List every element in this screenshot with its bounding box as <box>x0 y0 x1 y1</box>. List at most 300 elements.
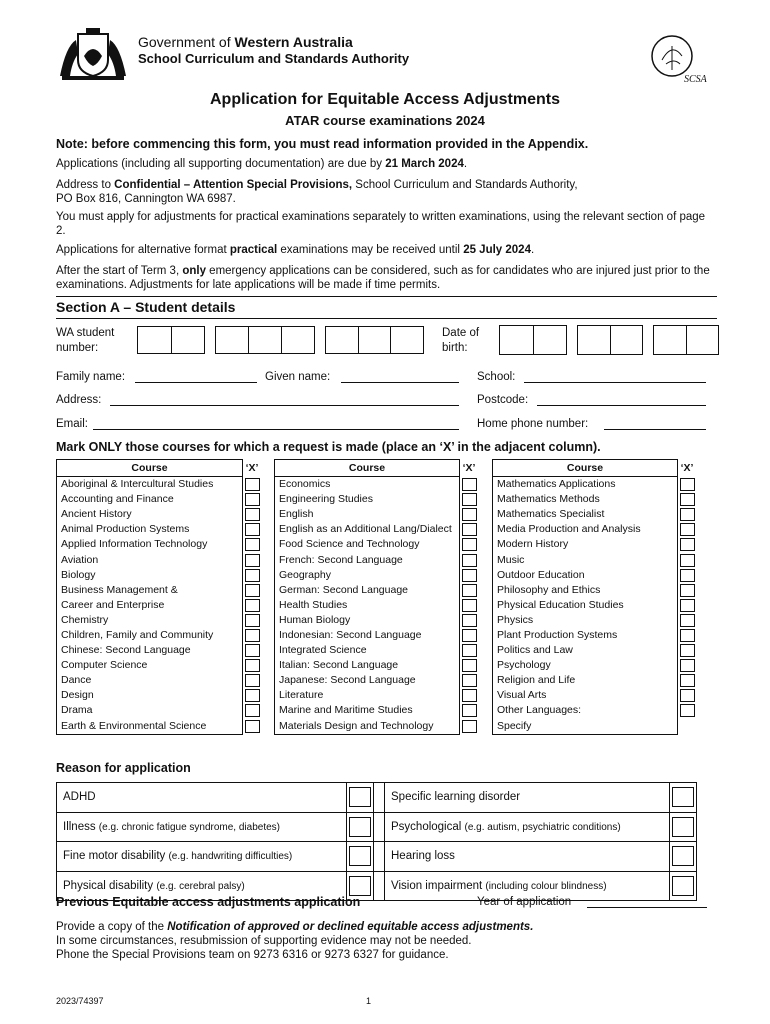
course-x-cell <box>678 673 697 688</box>
course-row <box>493 492 697 507</box>
course-row <box>57 673 262 688</box>
section-rule-bottom <box>56 318 717 319</box>
course-row <box>275 583 479 598</box>
course-name: Integrated Science <box>275 643 460 658</box>
course-checkbox[interactable] <box>680 584 695 597</box>
reason-row <box>57 842 697 872</box>
course-x-cell <box>678 507 697 522</box>
course-row <box>493 703 697 718</box>
course-checkbox[interactable] <box>462 720 477 733</box>
course-x-cell <box>243 492 262 507</box>
course-x-cell <box>678 522 697 537</box>
reason-right-box-cell <box>670 783 697 813</box>
reason-right-box-cell <box>670 842 697 872</box>
scsa-logo <box>648 32 710 86</box>
course-row <box>275 658 479 673</box>
course-checkbox[interactable] <box>680 538 695 551</box>
reason-label: Physical disability <box>63 879 157 892</box>
reason-checkbox[interactable] <box>349 787 371 807</box>
course-checkbox[interactable] <box>680 493 695 506</box>
course-row <box>275 613 479 628</box>
page-number: 1 <box>366 996 372 1006</box>
course-row <box>275 688 479 703</box>
course-name: Music <box>493 552 678 567</box>
reason-left-label <box>57 783 347 813</box>
course-name: Plant Production Systems <box>493 628 678 643</box>
course-row <box>275 673 479 688</box>
reason-row <box>57 783 697 813</box>
courses-table-1 <box>56 459 262 735</box>
course-checkbox[interactable] <box>680 569 695 582</box>
reason-label: Hearing loss <box>391 850 455 863</box>
course-row <box>493 613 697 628</box>
course-checkbox[interactable] <box>680 614 695 627</box>
course-checkbox[interactable] <box>462 508 477 521</box>
course-checkbox[interactable] <box>245 720 260 733</box>
course-row <box>57 552 262 567</box>
course-name: Chemistry <box>57 613 243 628</box>
course-name: Business Management & <box>57 583 243 598</box>
course-row <box>493 583 697 598</box>
alt-format-paragraph: Applications for alternative format practical examinations may be received until 25 July 2024. <box>56 244 535 256</box>
course-row <box>493 719 697 735</box>
reason-spacer <box>374 871 385 901</box>
course-checkbox[interactable] <box>462 478 477 491</box>
course-row <box>57 688 262 703</box>
practical-paragraph: You must apply for adjustments for practical examinations separately to written examinations, using the relevant section of page 2. <box>56 211 706 237</box>
course-name: Physical Education Studies <box>493 598 678 613</box>
course-name: Earth & Environmental Science <box>57 719 243 735</box>
family-name-field[interactable] <box>135 371 257 383</box>
given-name-label: Given name: <box>265 371 331 383</box>
course-row <box>493 522 697 537</box>
course-checkbox[interactable] <box>462 493 477 506</box>
course-row <box>57 568 262 583</box>
dob-day-input[interactable] <box>499 325 567 355</box>
course-row <box>275 552 479 567</box>
course-row <box>57 583 262 598</box>
course-row <box>493 598 697 613</box>
course-row <box>57 492 262 507</box>
postcode-field[interactable] <box>537 394 706 406</box>
course-checkbox[interactable] <box>462 629 477 642</box>
course-row <box>57 537 262 552</box>
course-row <box>493 643 697 658</box>
course-x-cell <box>460 719 479 735</box>
reason-spacer <box>374 842 385 872</box>
reason-row <box>57 812 697 842</box>
course-x-cell <box>460 703 479 718</box>
course-checkbox[interactable] <box>245 614 260 627</box>
course-x-cell <box>678 658 697 673</box>
reason-label: Fine motor disability <box>63 850 169 863</box>
course-x-cell <box>243 613 262 628</box>
course-checkbox[interactable] <box>680 554 695 567</box>
reason-table <box>56 782 697 901</box>
course-name: Geography <box>275 568 460 583</box>
given-name-field[interactable] <box>341 371 459 383</box>
course-row <box>57 658 262 673</box>
course-checkbox[interactable] <box>245 478 260 491</box>
course-row <box>57 703 262 718</box>
course-row <box>275 628 479 643</box>
course-row <box>493 673 697 688</box>
course-name: Drama <box>57 703 243 718</box>
course-checkbox[interactable] <box>680 629 695 642</box>
course-x-cell <box>678 568 697 583</box>
course-name: Accounting and Finance <box>57 492 243 507</box>
course-row <box>275 598 479 613</box>
course-checkbox[interactable] <box>245 508 260 521</box>
course-checkbox[interactable] <box>462 554 477 567</box>
course-x-cell <box>243 537 262 552</box>
course-name: Dance <box>57 673 243 688</box>
dob-month-input[interactable] <box>577 325 643 355</box>
course-x-cell <box>678 537 697 552</box>
org-name-line1: Government of Western Australia <box>138 34 353 50</box>
reason-right-label <box>385 812 670 842</box>
course-name: Modern History <box>493 537 678 552</box>
course-name: Animal Production Systems <box>57 522 243 537</box>
course-x-cell <box>460 492 479 507</box>
reason-left-label <box>57 842 347 872</box>
previous-copy-text: Provide a copy of the Notification of approved or declined equitable access adjustments. <box>56 921 534 933</box>
course-row <box>57 643 262 658</box>
course-x-cell <box>460 537 479 552</box>
course-row <box>493 688 697 703</box>
course-row <box>275 492 479 507</box>
course-row <box>493 507 697 522</box>
course-checkbox[interactable] <box>680 644 695 657</box>
course-x-cell <box>243 628 262 643</box>
course-name: Religion and Life <box>493 673 678 688</box>
course-name: Chinese: Second Language <box>57 643 243 658</box>
previous-application-title: Previous Equitable access adjustments application <box>56 895 361 909</box>
home-phone-field[interactable] <box>604 418 706 430</box>
date-of-birth-label: Date of birth: <box>442 327 480 354</box>
course-x-cell <box>678 492 697 507</box>
course-name: Media Production and Analysis <box>493 522 678 537</box>
section-a-title: Section A – Student details <box>56 299 236 315</box>
x-header: ‘X’ <box>680 461 694 474</box>
reason-example: (e.g. handwriting difficulties) <box>168 851 293 863</box>
student-number-input-3[interactable] <box>325 326 424 354</box>
reason-label: Illness <box>63 820 99 833</box>
course-row <box>275 477 479 493</box>
course-row <box>275 537 479 552</box>
reason-checkbox[interactable] <box>672 846 694 866</box>
course-checkbox[interactable] <box>462 569 477 582</box>
course-header: Course <box>57 460 243 477</box>
course-name: Visual Arts <box>493 688 678 703</box>
course-name: Design <box>57 688 243 703</box>
form-subtitle: ATAR course examinations 2024 <box>285 113 485 128</box>
reason-label: ADHD <box>63 791 96 804</box>
email-label: Email: <box>56 418 88 430</box>
course-row <box>493 658 697 673</box>
reason-right-box-cell <box>670 812 697 842</box>
course-checkbox[interactable] <box>245 554 260 567</box>
course-x-cell <box>678 477 697 493</box>
email-field[interactable] <box>93 418 459 430</box>
reason-spacer <box>374 783 385 813</box>
form-title: Application for Equitable Access Adjustments <box>210 91 560 108</box>
course-x-cell <box>243 719 262 735</box>
course-name: Indonesian: Second Language <box>275 628 460 643</box>
course-checkbox[interactable] <box>462 659 477 672</box>
course-row <box>493 568 697 583</box>
course-name: Physics <box>493 613 678 628</box>
course-checkbox[interactable] <box>680 523 695 536</box>
course-name: Other Languages: <box>493 703 678 718</box>
course-x-cell <box>460 643 479 658</box>
course-name: Aviation <box>57 552 243 567</box>
course-checkbox[interactable] <box>245 538 260 551</box>
course-checkbox[interactable] <box>680 674 695 687</box>
reason-left-box-cell <box>347 842 374 872</box>
course-row <box>275 703 479 718</box>
course-name: Marine and Maritime Studies <box>275 703 460 718</box>
course-checkbox[interactable] <box>245 599 260 612</box>
course-name: Mathematics Applications <box>493 477 678 493</box>
course-name: Philosophy and Ethics <box>493 583 678 598</box>
course-x-cell <box>243 583 262 598</box>
course-name: English as an Additional Lang/Dialect <box>275 522 460 537</box>
reason-example: (including colour blindness) <box>485 880 607 892</box>
course-x-cell <box>460 628 479 643</box>
due-date-paragraph: Applications (including all supporting documentation) are due by 21 March 2024. <box>56 158 468 170</box>
course-x-cell <box>460 507 479 522</box>
reason-left-box-cell <box>347 783 374 813</box>
course-x-cell <box>243 522 262 537</box>
course-row <box>57 613 262 628</box>
course-x-cell <box>678 643 697 658</box>
course-x-cell <box>243 703 262 718</box>
course-checkbox[interactable] <box>462 689 477 702</box>
course-row <box>57 507 262 522</box>
course-checkbox[interactable] <box>462 523 477 536</box>
course-checkbox[interactable] <box>245 629 260 642</box>
logo-text: SCSA <box>684 74 707 85</box>
course-name: Biology <box>57 568 243 583</box>
course-name: Career and Enterprise <box>57 598 243 613</box>
wa-coat-of-arms-logo <box>56 26 130 82</box>
course-name: Specify <box>493 719 678 735</box>
course-name: Psychology <box>493 658 678 673</box>
course-x-cell <box>243 552 262 567</box>
course-checkbox[interactable] <box>245 674 260 687</box>
course-name: Aboriginal & Intercultural Studies <box>57 477 243 493</box>
reason-checkbox[interactable] <box>672 876 694 896</box>
year-of-application-field[interactable] <box>587 896 707 908</box>
course-x-cell <box>460 583 479 598</box>
course-x-cell <box>678 719 697 735</box>
year-of-application-label: Year of application <box>477 896 572 908</box>
reason-title: Reason for application <box>56 761 191 775</box>
course-name: Japanese: Second Language <box>275 673 460 688</box>
reason-checkbox[interactable] <box>349 876 371 896</box>
course-name: Ancient History <box>57 507 243 522</box>
course-x-cell <box>243 477 262 493</box>
course-name: Outdoor Education <box>493 568 678 583</box>
course-x-cell <box>678 598 697 613</box>
course-row <box>275 719 479 735</box>
course-header: Course <box>275 460 460 477</box>
course-name: Materials Design and Technology <box>275 719 460 735</box>
dob-year-input[interactable] <box>653 325 719 355</box>
course-x-cell <box>460 688 479 703</box>
course-row <box>57 522 262 537</box>
note-text: Note: before commencing this form, you must read information provided in the Appendix. <box>56 137 589 151</box>
course-row <box>493 477 697 493</box>
course-row <box>275 643 479 658</box>
course-row <box>493 537 697 552</box>
courses-table-2 <box>274 459 479 735</box>
reason-checkbox[interactable] <box>672 787 694 807</box>
course-checkbox[interactable] <box>462 584 477 597</box>
wa-student-number-label: WA student number: <box>56 327 115 354</box>
course-header: Course <box>493 460 678 477</box>
course-x-cell <box>243 507 262 522</box>
course-checkbox[interactable] <box>245 659 260 672</box>
family-name-label: Family name: <box>56 371 126 383</box>
reason-right-label <box>385 842 670 872</box>
student-number-input-2[interactable] <box>215 326 315 354</box>
course-checkbox[interactable] <box>245 704 260 717</box>
course-checkbox[interactable] <box>245 523 260 536</box>
section-rule-top <box>56 296 717 297</box>
reason-left-label <box>57 812 347 842</box>
course-name: Food Science and Technology <box>275 537 460 552</box>
student-number-input-1[interactable] <box>137 326 205 354</box>
reason-right-label <box>385 783 670 813</box>
home-phone-label: Home phone number: <box>477 418 589 430</box>
course-name: Economics <box>275 477 460 493</box>
reason-label: Vision impairment <box>391 879 486 892</box>
course-x-cell <box>460 658 479 673</box>
course-row <box>493 628 697 643</box>
courses-table-3 <box>492 459 697 735</box>
course-x-cell <box>460 552 479 567</box>
course-name: Children, Family and Community <box>57 628 243 643</box>
course-checkbox[interactable] <box>462 704 477 717</box>
course-name: Italian: Second Language <box>275 658 460 673</box>
course-checkbox[interactable] <box>462 644 477 657</box>
course-x-cell <box>460 568 479 583</box>
course-x-cell <box>243 598 262 613</box>
course-x-cell <box>678 583 697 598</box>
course-checkbox[interactable] <box>680 478 695 491</box>
document-number: 2023/74397 <box>56 996 104 1006</box>
course-checkbox[interactable] <box>245 584 260 597</box>
course-name: Human Biology <box>275 613 460 628</box>
org-name-line2: School Curriculum and Standards Authority <box>138 51 410 66</box>
reason-left-box-cell <box>347 812 374 842</box>
address-paragraph: Address to Confidential – Attention Special Provisions, School Curriculum and Standards Authority, PO Box 816, Cannington WA 6987. <box>56 179 578 205</box>
course-checkbox[interactable] <box>462 599 477 612</box>
course-name: French: Second Language <box>275 552 460 567</box>
course-x-cell <box>460 613 479 628</box>
course-row <box>57 719 262 735</box>
postcode-label: Postcode: <box>477 394 529 406</box>
reason-example: (e.g. autism, psychiatric conditions) <box>464 821 621 833</box>
x-header: ‘X’ <box>245 461 259 474</box>
course-checkbox[interactable] <box>462 538 477 551</box>
course-name: Politics and Law <box>493 643 678 658</box>
course-name: Mathematics Methods <box>493 492 678 507</box>
course-checkbox[interactable] <box>245 644 260 657</box>
course-checkbox[interactable] <box>462 674 477 687</box>
resubmission-text: In some circumstances, resubmission of supporting evidence may not be needed. <box>56 935 472 947</box>
course-checkbox[interactable] <box>245 689 260 702</box>
course-name: Engineering Studies <box>275 492 460 507</box>
course-x-cell <box>460 477 479 493</box>
phone-guidance-text: Phone the Special Provisions team on 9273 6316 or 9273 6327 for guidance. <box>56 949 449 961</box>
course-checkbox[interactable] <box>680 659 695 672</box>
school-field[interactable] <box>524 371 706 383</box>
course-row <box>57 477 262 493</box>
course-name: English <box>275 507 460 522</box>
course-x-cell <box>678 552 697 567</box>
course-checkbox[interactable] <box>680 689 695 702</box>
course-checkbox[interactable] <box>245 569 260 582</box>
reason-checkbox[interactable] <box>349 817 371 837</box>
course-x-cell <box>460 598 479 613</box>
reason-label: Psychological <box>391 820 465 833</box>
course-name: German: Second Language <box>275 583 460 598</box>
course-row <box>493 552 697 567</box>
course-row <box>275 507 479 522</box>
course-x-cell <box>243 643 262 658</box>
course-checkbox[interactable] <box>680 508 695 521</box>
course-checkbox[interactable] <box>462 614 477 627</box>
course-checkbox[interactable] <box>245 493 260 506</box>
course-x-cell <box>678 688 697 703</box>
reason-checkbox[interactable] <box>349 846 371 866</box>
school-label: School: <box>477 371 516 383</box>
course-x-cell <box>243 673 262 688</box>
term3-paragraph: After the start of Term 3, only emergency applications can be considered, such as for candidates who are injured just prior to the examinations. Adjustments for late applications will be made if time permits. <box>56 265 710 291</box>
reason-checkbox[interactable] <box>672 817 694 837</box>
address-label: Address: <box>56 394 102 406</box>
course-name: Literature <box>275 688 460 703</box>
course-row <box>57 628 262 643</box>
course-row <box>275 568 479 583</box>
course-x-cell <box>243 688 262 703</box>
course-name: Computer Science <box>57 658 243 673</box>
course-row <box>275 522 479 537</box>
course-name: Applied Information Technology <box>57 537 243 552</box>
course-x-cell <box>460 673 479 688</box>
course-x-cell <box>678 628 697 643</box>
course-x-cell <box>460 522 479 537</box>
reason-example: (e.g. cerebral palsy) <box>156 880 245 892</box>
course-checkbox[interactable] <box>680 704 695 717</box>
courses-instruction: Mark ONLY those courses for which a request is made (place an ‘X’ in the adjacent column). <box>56 440 601 454</box>
course-x-cell <box>678 703 697 718</box>
course-row <box>57 598 262 613</box>
address-field[interactable] <box>110 394 459 406</box>
course-name: Mathematics Specialist <box>493 507 678 522</box>
x-header: ‘X’ <box>462 461 476 474</box>
course-x-cell <box>243 568 262 583</box>
course-checkbox[interactable] <box>680 599 695 612</box>
reason-label: Specific learning disorder <box>391 791 521 804</box>
course-x-cell <box>243 658 262 673</box>
course-x-cell <box>678 613 697 628</box>
reason-example: (e.g. chronic fatigue syndrome, diabetes) <box>98 821 281 833</box>
course-name: Health Studies <box>275 598 460 613</box>
